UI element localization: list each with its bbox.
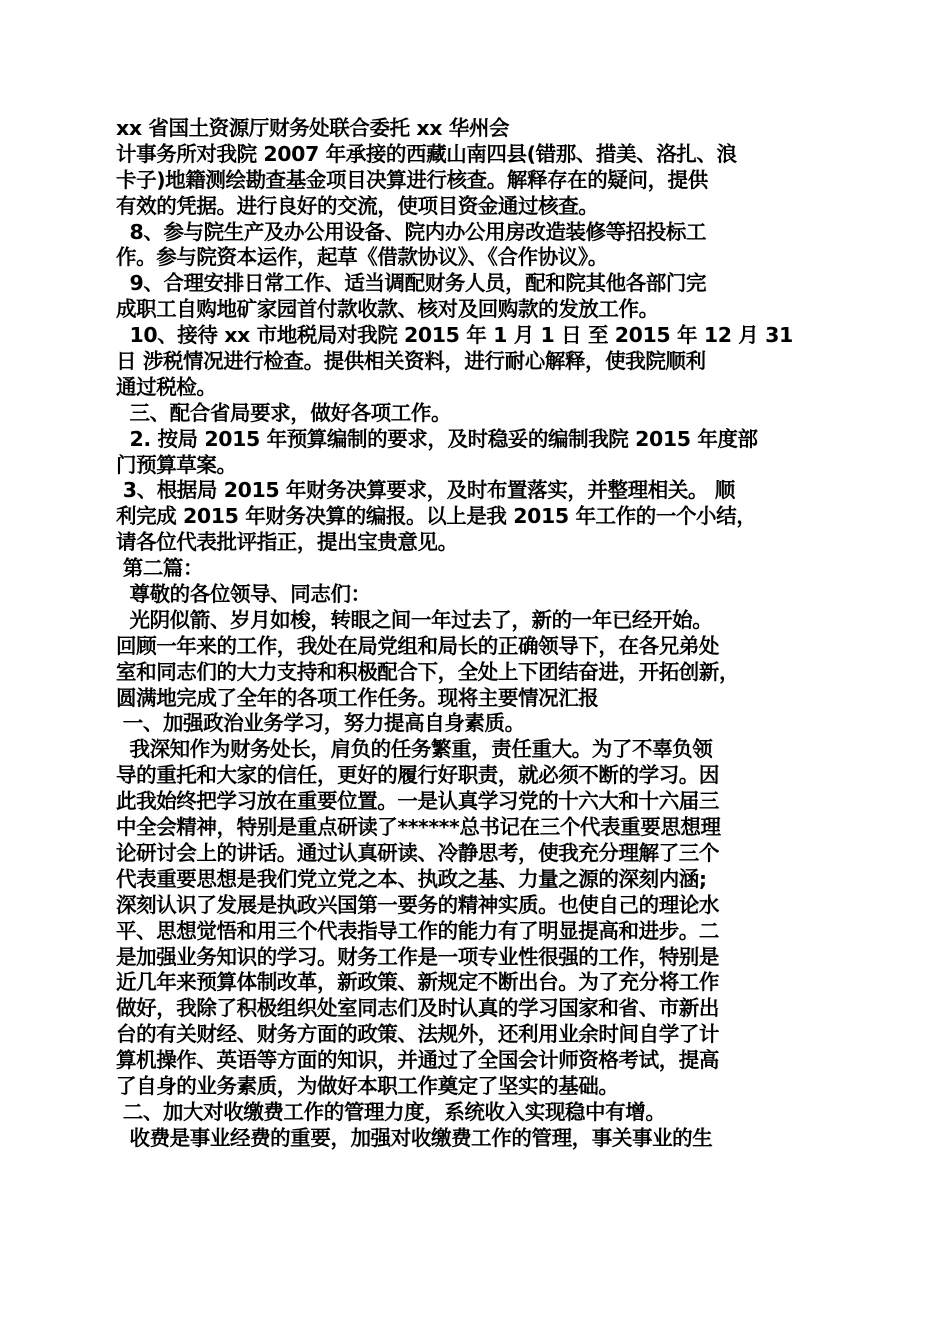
document-body: [116, 116, 846, 1152]
text-line: 8、参与院生产及办公用设备、院内办公用房改造装修等招投标工: [116, 219, 707, 244]
text-line: 请各位代表批评指正，提出宝贵意见。: [116, 530, 458, 555]
text-line: 做好，我除了积极组织处室同志们及时认真的学习国家和省、市新出: [116, 996, 719, 1021]
text-line: 门预算草案。: [116, 452, 237, 477]
text-line: xx 省国土资源厅财务处联合委托 xx 华州会: [116, 116, 510, 140]
text-line: 9、合理安排日常工作、适当调配财务人员，配和院其他各部门完: [116, 271, 707, 296]
text-line: 作。参与院资本运作，起草《借款协议》、《合作协议》。: [116, 245, 608, 270]
text-line: 2. 按局 2015 年预算编制的要求，及时稳妥的编制我院 2015 年度部: [116, 426, 758, 451]
section-heading: 二、加大对收缴费工作的管理力度，系统收入实现稳中有增。: [116, 1099, 666, 1124]
text-line: 此我始终把学习放在重要位置。一是认真学习党的十六大和十六届三: [116, 789, 719, 814]
text-line: 台的有关财经、财务方面的政策、法规外，还利用业余时间自学了计: [116, 1022, 719, 1047]
text-line: 通过税检。: [116, 374, 217, 399]
text-line: 深刻认识了发展是执政兴国第一要务的精神实质。也使自己的理论水: [116, 892, 719, 917]
text-line: 卡子)地籍测绘勘查基金项目决算进行核查。解释存在的疑问，提供: [116, 167, 708, 192]
text-line: 导的重托和大家的信任，更好的履行好职责，就必须不断的学习。因: [116, 763, 719, 788]
text-line: 日 涉税情况进行检查。提供相关资料，进行耐心解释，使我院顺利: [116, 349, 706, 374]
text-line: 成职工自购地矿家园首付款收款、核对及回购款的发放工作。: [116, 297, 659, 322]
text-line: 室和同志们的大力支持和积极配合下，全处上下团结奋进，开拓创新，: [116, 659, 740, 684]
text-line: 3、根据局 2015 年财务决算要求，及时布置落实，并整理相关。 顺: [116, 478, 735, 503]
text-line: 是加强业务知识的学习。财务工作是一项专业性很强的工作，特别是: [116, 944, 719, 969]
salutation: 尊敬的各位领导、同志们：: [116, 582, 371, 607]
text-line: 有效的凭据。进行良好的交流，使项目资金通过核查。: [116, 193, 599, 218]
part-heading: 第二篇：: [116, 556, 204, 581]
text-line: 中全会精神，特别是重点研读了******总书记在三个代表重要思想理: [116, 815, 721, 840]
text-line: 论研讨会上的讲话。通过认真研读、冷静思考，使我充分理解了三个: [116, 840, 719, 865]
section-heading: 三、配合省局要求，做好各项工作。: [116, 400, 452, 425]
text-line: 计事务所对我院 2007 年承接的西藏山南四县(错那、措美、洛扎、浪: [116, 141, 737, 166]
text-line: 收费是事业经费的重要，加强对收缴费工作的管理，事关事业的生: [116, 1125, 713, 1150]
text-line: 算机操作、英语等方面的知识，并通过了全国会计师资格考试，提高: [116, 1048, 719, 1073]
section-heading: 一、加强政治业务学习，努力提高自身素质。: [116, 711, 525, 736]
text-line: 10、接待 xx 市地税局对我院 2015 年 1 月 1 日 至 2015 年 12 月 31: [116, 323, 793, 348]
text-line: 代表重要思想是我们党立党之本、执政之基、力量之源的深刻内涵;: [116, 866, 707, 891]
text-line: 平、思想觉悟和用三个代表指导工作的能力有了明显提高和进步。二: [116, 918, 719, 943]
text-line: 我深知作为财务处长，肩负的任务繁重，责任重大。为了不辜负领: [116, 737, 713, 762]
text-line: 利完成 2015 年财务决算的编报。以上是我 2015 年工作的一个小结，: [116, 504, 757, 529]
text-line: 了自身的业务素质，为做好本职工作奠定了坚实的基础。: [116, 1073, 619, 1098]
text-line: 回顾一年来的工作，我处在局党组和局长的正确领导下，在各兄弟处: [116, 633, 719, 658]
text-line: 光阴似箭、岁月如梭，转眼之间一年过去了，新的一年已经开始。: [116, 607, 713, 632]
text-line: 圆满地完成了全年的各项工作任务。现将主要情况汇报: [116, 685, 599, 710]
text-line: 近几年来预算体制改革，新政策、新规定不断出台。为了充分将工作: [116, 970, 719, 995]
